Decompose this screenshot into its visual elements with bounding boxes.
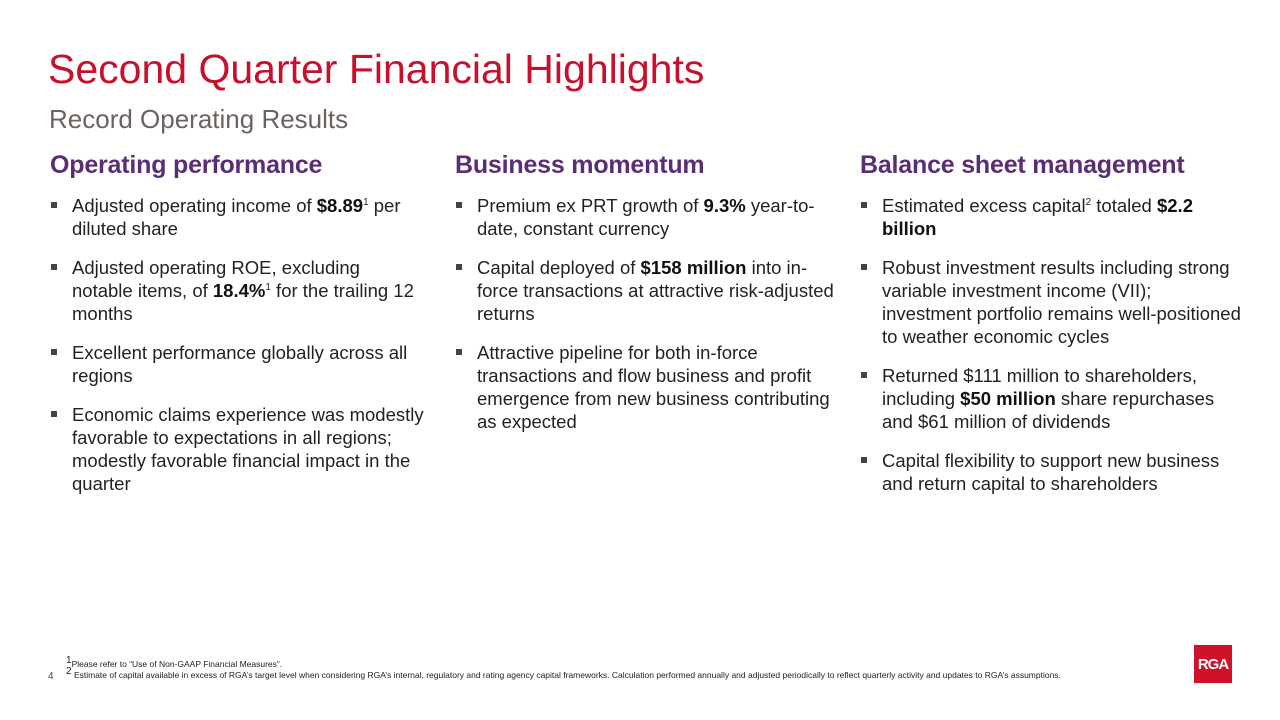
rga-logo: RGA <box>1194 645 1232 683</box>
list-item: Capital flexibility to support new business and return capital to shareholders <box>860 449 1245 495</box>
slide-title: Second Quarter Financial Highlights <box>48 46 705 92</box>
list-item: Adjusted operating income of $8.89$^1$ per diluted share <box>50 194 425 240</box>
square-bullet-icon <box>456 202 462 208</box>
list-item: Premium ex PRT growth of 9.3% year-to-date, constant currency <box>455 194 835 240</box>
list-item: Excellent performance globally across all regions <box>50 341 425 387</box>
list-item: Attractive pipeline for both in-force transactions and flow business and profit emergence from new business contributing as expected <box>455 341 835 433</box>
column-heading: Balance sheet management <box>860 151 1185 179</box>
square-bullet-icon <box>861 372 867 378</box>
list-item: Estimated excess capital$^2$ totaled $2.2 billion <box>860 194 1245 240</box>
page-number: 4 <box>48 671 54 682</box>
list-item: Adjusted operating ROE, excluding notable items, of 18.4%$^1$ for the trailing 12 months <box>50 256 425 325</box>
list-item: Returned $111 million to shareholders, including $50 million share repurchases and $61 million of dividends <box>860 364 1245 433</box>
column-heading: Business momentum <box>455 151 705 179</box>
column-balance-sheet-management <box>860 150 1245 511</box>
list-item: Capital deployed of $158 million into in-force transactions at attractive risk-adjusted returns <box>455 256 835 325</box>
list-item: Robust investment results including strong variable investment income (VII); investment portfolio remains well-positioned to weather economic cycles <box>860 256 1245 348</box>
footnotes <box>66 655 1166 681</box>
square-bullet-icon <box>861 264 867 270</box>
square-bullet-icon <box>51 349 57 355</box>
square-bullet-icon <box>456 264 462 270</box>
column-operating-performance <box>50 150 425 511</box>
square-bullet-icon <box>861 457 867 463</box>
column-heading: Operating performance <box>50 151 323 179</box>
square-bullet-icon <box>51 264 57 270</box>
bullet-list <box>50 194 425 495</box>
footnote-1: $^1$Please refer to “Use of Non-GAAP Financial Measures”. <box>66 655 283 669</box>
square-bullet-icon <box>51 411 57 417</box>
slide-subtitle: Record Operating Results <box>49 104 349 134</box>
bullet-list <box>455 194 835 433</box>
column-business-momentum <box>455 150 835 449</box>
square-bullet-icon <box>456 349 462 355</box>
square-bullet-icon <box>861 202 867 208</box>
square-bullet-icon <box>51 202 57 208</box>
footnote-2: $^2$ Estimate of capital available in excess of RGA’s target level when considering RGA’s internal, regulatory and rating agency capital frameworks. Calculation performed annually and adjusted periodically to reflect quarterly activity and updates to RGA’s assumptions. <box>66 666 1061 680</box>
list-item: Economic claims experience was modestly favorable to expectations in all regions; modestly favorable financial impact in the quarter <box>50 403 425 495</box>
bullet-list <box>860 194 1245 495</box>
